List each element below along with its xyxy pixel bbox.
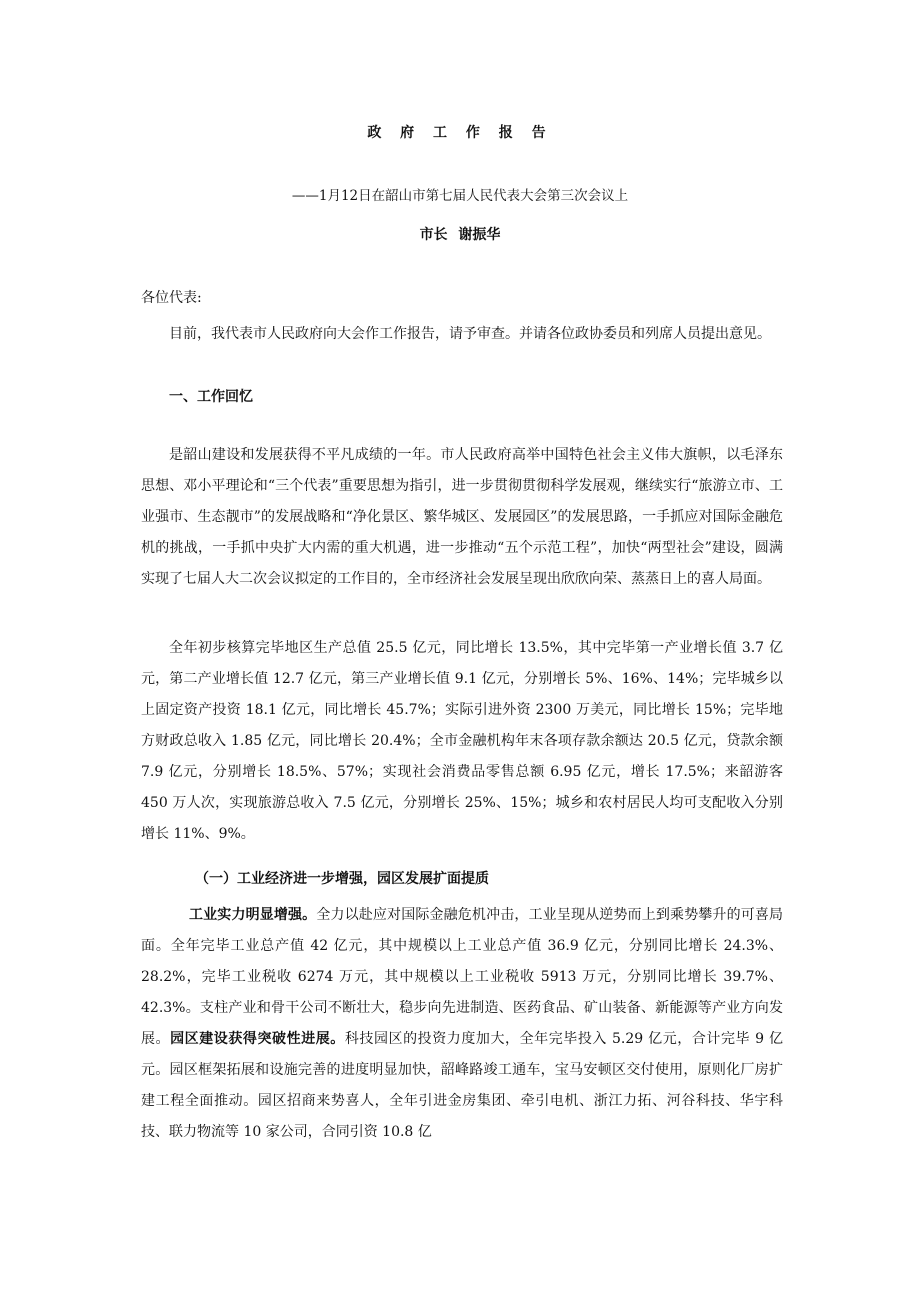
document-author: 市长 谢振华: [419, 227, 501, 243]
paragraph-text-b: 科技园区的投资力度加大，全年完毕投入 5.29 亿元，合计完毕 9 亿元。园区框架拓展和设施完善的进度明显加快，韶峰路竣工通车，宝马安顿区交付使用，原则化厂房扩建工程全面推动。园区招商来势喜人，全年引进金房集团、牵引电机、浙江力拓、河谷科技、华宇科技、联力物流等 10 家公司，合同引资 10.8 亿: [141, 1031, 783, 1140]
body-paragraph-3: [141, 900, 783, 1148]
document-title: 政 府 工 作 报 告: [367, 125, 553, 141]
body-paragraph-2: 全年初步核算完毕地区生产总值 25.5 亿元，同比增长 13.5%，其中完毕第一产业增长值 3.7 亿元，第二产业增长值 12.7 亿元，第三产业增长值 9.1 亿元，分别增长 5%、16%、14%；完毕城乡以上固定资产投资 18.1 亿元，同比增长 45.7%；实际引进外资 2300 万美元，同比增长 15%；完毕地方财政总收入 1.85 亿元，同比增长 20.4%；全市金融机构年末各项存款余额达 20.5 亿元，贷款余额 7.9 亿元，分别增长 18.5%、57%；实现社会消费品零售总额 6.95 亿元，增长 17.5%；来韶游客 450 万人次，实现旅游总收入 7.5 亿元，分别增长 25%、15%；城乡和农村居民人均可支配收入分别增长 11%、9%。: [141, 640, 783, 842]
paragraph-mid-bold: 园区建设获得突破性进展。: [170, 1031, 345, 1047]
section-heading: 一、工作回忆: [169, 389, 253, 405]
paragraph-text-a: 全力以赴应对国际金融危机冲击，工业呈现从逆势而上到乘势攀升的可喜局面。全年完毕工业总产值 42 亿元，其中规模以上工业总产值 36.9 亿元，分别同比增长 24.3%、28.2%，完毕工业税收 6274 万元，其中规模以上工业税收 5913 万元，分别同比增长 39.7%、42.3%。支柱产业和骨干公司不断壮大，稳步向先进制造、医药食品、矿山装备、新能源等产业方向发展。: [141, 907, 784, 1047]
subsection-heading: （一）工业经济进一步增强，园区发展扩面提质: [195, 871, 489, 887]
salutation: 各位代表:: [141, 290, 202, 306]
paragraph-lead-bold: 工业实力明显增强。: [189, 907, 317, 923]
intro-paragraph: 目前，我代表市人民政府向大会作工作报告，请予审查。并请各位政协委员和列席人员提出意见。: [169, 326, 771, 342]
body-paragraph-1: 是韶山建设和发展获得不平凡成绩的一年。市人民政府高举中国特色社会主义伟大旗帜，以毛泽东思想、邓小平理论和“三个代表”重要思想为指引，进一步贯彻贯彻科学发展观，继续实行“旅游立市、工业强市、生态靓市”的发展战略和“净化景区、繁华城区、发展园区”的发展思路，一手抓应对国际金融危机的挑战，一手抓中央扩大内需的重大机遇，进一步推动“五个示范工程”，加快“两型社会”建设，圆满实现了七届人大二次会议拟定的工作目的，全市经济社会发展呈现出欣欣向荣、蒸蒸日上的喜人局面。: [141, 447, 783, 587]
document-subtitle: ——1月12日在韶山市第七届人民代表大会第三次会议上: [291, 188, 629, 204]
